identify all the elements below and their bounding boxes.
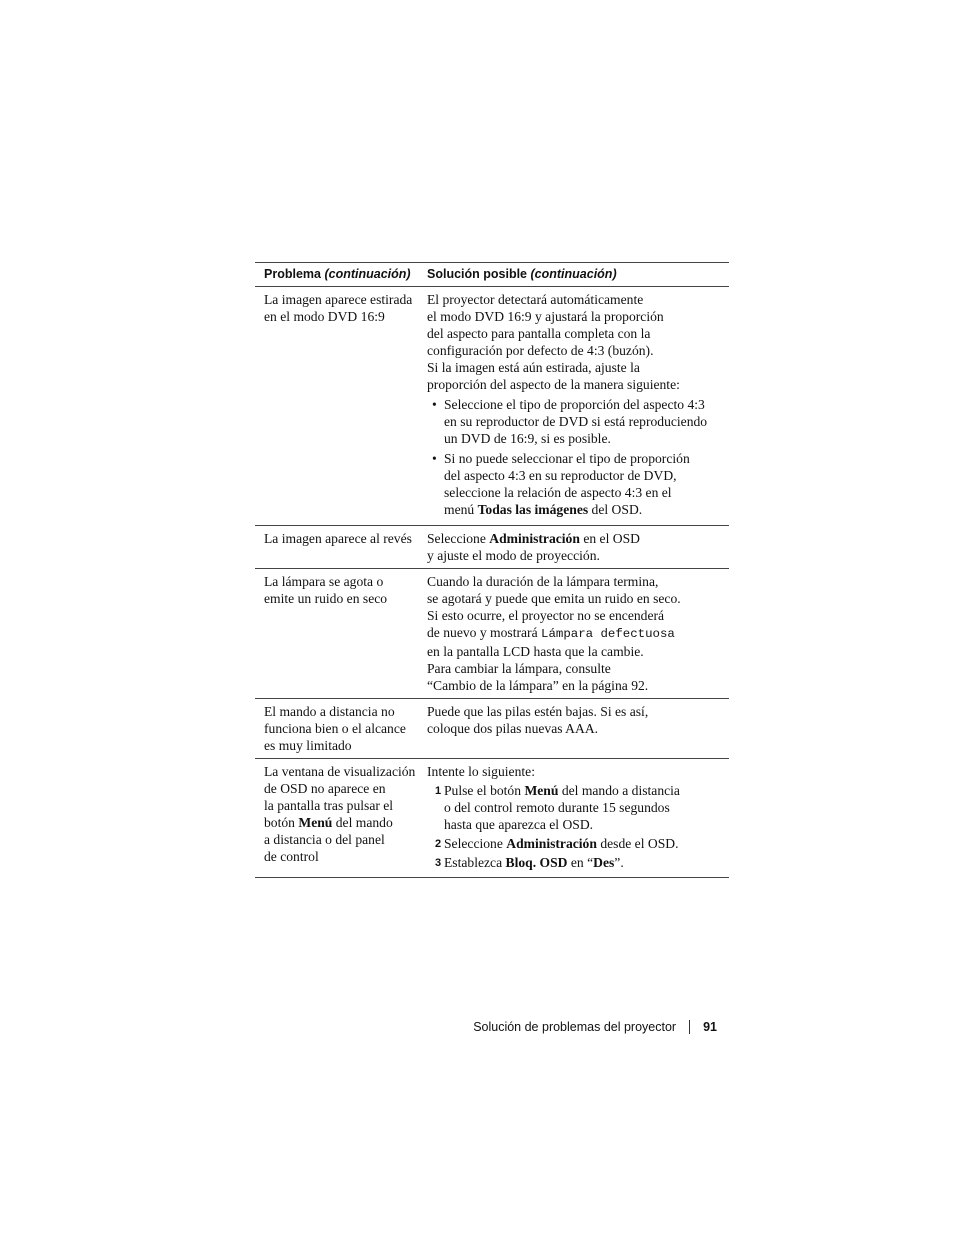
bullet-line: un DVD de 16:9, si es posible. [444, 431, 611, 446]
problem-cell [255, 291, 427, 521]
problem-line: en el modo DVD 16:9 [264, 309, 385, 324]
solution-line: coloque dos pilas nuevas AAA. [427, 721, 599, 736]
solution-line: configuración por defecto de 4:3 (buzón). [427, 343, 654, 358]
bullet-line: • Si no puede seleccionar el tipo de proporción [444, 451, 690, 466]
text-run: Pulse el botón [444, 783, 525, 798]
step-line [444, 782, 725, 799]
solution-line: en la pantalla LCD hasta que la cambie. [427, 644, 644, 659]
solution-line: Cuando la duración de la lámpara termina, [427, 574, 659, 589]
bullet-item [427, 450, 725, 518]
header-problem [255, 265, 427, 283]
problem-line: La imagen aparece estirada [264, 292, 413, 307]
solution-line [427, 530, 725, 547]
solution-line: Puede que las pilas estén bajas. Si es así, [427, 704, 649, 719]
solution-line: el modo DVD 16:9 y ajustará la proporción [427, 309, 664, 324]
bullet-line [444, 501, 725, 518]
solution-line: del aspecto para pantalla completa con la [427, 326, 651, 341]
text-run: de nuevo y mostrará [427, 625, 542, 640]
step-number: 3 [435, 857, 442, 869]
text-run: Establezca [444, 855, 506, 870]
header-problem-cont: (continuación) [324, 267, 411, 281]
problem-line: de OSD no aparece en [264, 781, 386, 796]
header-solution-label: Solución posible [427, 267, 528, 281]
step-number: 2 [435, 838, 442, 850]
problem-cell [255, 530, 427, 564]
problem-line: La imagen aparece al revés [264, 531, 412, 546]
bullet-line: seleccione la relación de aspecto 4:3 en el [444, 485, 672, 500]
solution-cell [427, 573, 729, 694]
solution-cell [427, 530, 729, 564]
text-run: ”. [614, 855, 624, 870]
problem-line: La ventana de visualización [264, 764, 416, 779]
step-line: hasta que aparezca el OSD. [444, 817, 594, 832]
step-item [427, 782, 725, 833]
bullet-line: en su reproductor de DVD si está reproduciendo [444, 414, 708, 429]
problem-line: La lámpara se agota o [264, 574, 384, 589]
menu-name: Administración [489, 531, 580, 546]
table-row [255, 759, 729, 878]
bullet-line: del aspecto 4:3 en su reproductor de DVD, [444, 468, 677, 483]
problem-cell [255, 703, 427, 754]
button-name: Menú [298, 815, 333, 830]
header-problem-label: Problema [264, 267, 321, 281]
solution-line: y ajuste el modo de proyección. [427, 548, 600, 563]
text-run: botón [264, 815, 299, 830]
bullet-list [427, 396, 725, 518]
bullet-item [427, 396, 725, 447]
solution-line [427, 624, 725, 643]
solution-line: proporción del aspecto de la manera siguiente: [427, 377, 680, 392]
text-run: Seleccione [444, 836, 507, 851]
problem-line: de control [264, 849, 319, 864]
text-run: del mando [332, 815, 393, 830]
solution-line: Para cambiar la lámpara, consulte [427, 661, 611, 676]
text-run: desde el OSD. [596, 836, 679, 851]
solution-line: Intente lo siguiente: [427, 764, 535, 779]
step-item [427, 854, 725, 871]
footer-divider [689, 1020, 690, 1034]
problem-cell [255, 573, 427, 694]
problem-line: es muy limitado [264, 738, 352, 753]
text-run: en “ [567, 855, 594, 870]
step-line [444, 835, 725, 852]
table-row [255, 699, 729, 759]
problem-cell [255, 763, 427, 873]
step-line: o del control remoto durante 15 segundos [444, 800, 670, 815]
troubleshooting-table [255, 262, 729, 878]
table-header [255, 263, 729, 287]
problem-line: la pantalla tras pulsar el [264, 798, 394, 813]
page-footer [473, 1020, 717, 1034]
header-solution [427, 265, 729, 283]
bullet-line: • Seleccione el tipo de proporción del aspecto 4:3 [444, 397, 705, 412]
lcd-message: Lámpara defectuosa [541, 627, 675, 641]
setting-name: Bloq. OSD [505, 855, 568, 870]
page-number: 91 [703, 1020, 717, 1034]
table-row [255, 526, 729, 569]
menu-name: Administración [506, 836, 597, 851]
step-number: 1 [435, 785, 442, 797]
table-row [255, 287, 729, 526]
text-run: menú [444, 502, 478, 517]
problem-line [264, 814, 427, 831]
header-solution-cont: (continuación) [530, 267, 617, 281]
solution-line: El proyector detectará automáticamente [427, 292, 644, 307]
footer-title: Solución de problemas del proyector [473, 1020, 677, 1034]
solution-line: Si la imagen está aún estirada, ajuste la [427, 360, 640, 375]
text-run: del OSD. [588, 502, 643, 517]
menu-name: Todas las imágenes [477, 502, 589, 517]
text-run: del mando a distancia [558, 783, 680, 798]
solution-line: Si esto ocurre, el proyector no se encenderá [427, 608, 665, 623]
solution-line: “Cambio de la lámpara” en la página 92. [427, 678, 649, 693]
step-list [427, 782, 725, 871]
solution-cell [427, 291, 729, 521]
solution-cell [427, 703, 729, 754]
step-line [444, 854, 725, 871]
solution-line: se agotará y puede que emita un ruido en seco. [427, 591, 681, 606]
problem-line: emite un ruido en seco [264, 591, 388, 606]
problem-line: a distancia o del panel [264, 832, 385, 847]
setting-value: Des [593, 855, 615, 870]
problem-line: funciona bien o el alcance [264, 721, 406, 736]
step-item [427, 835, 725, 852]
solution-cell [427, 763, 729, 873]
button-name: Menú [524, 783, 559, 798]
text-run: Seleccione [427, 531, 490, 546]
problem-line: El mando a distancia no [264, 704, 395, 719]
text-run: en el OSD [579, 531, 640, 546]
table-row [255, 569, 729, 699]
